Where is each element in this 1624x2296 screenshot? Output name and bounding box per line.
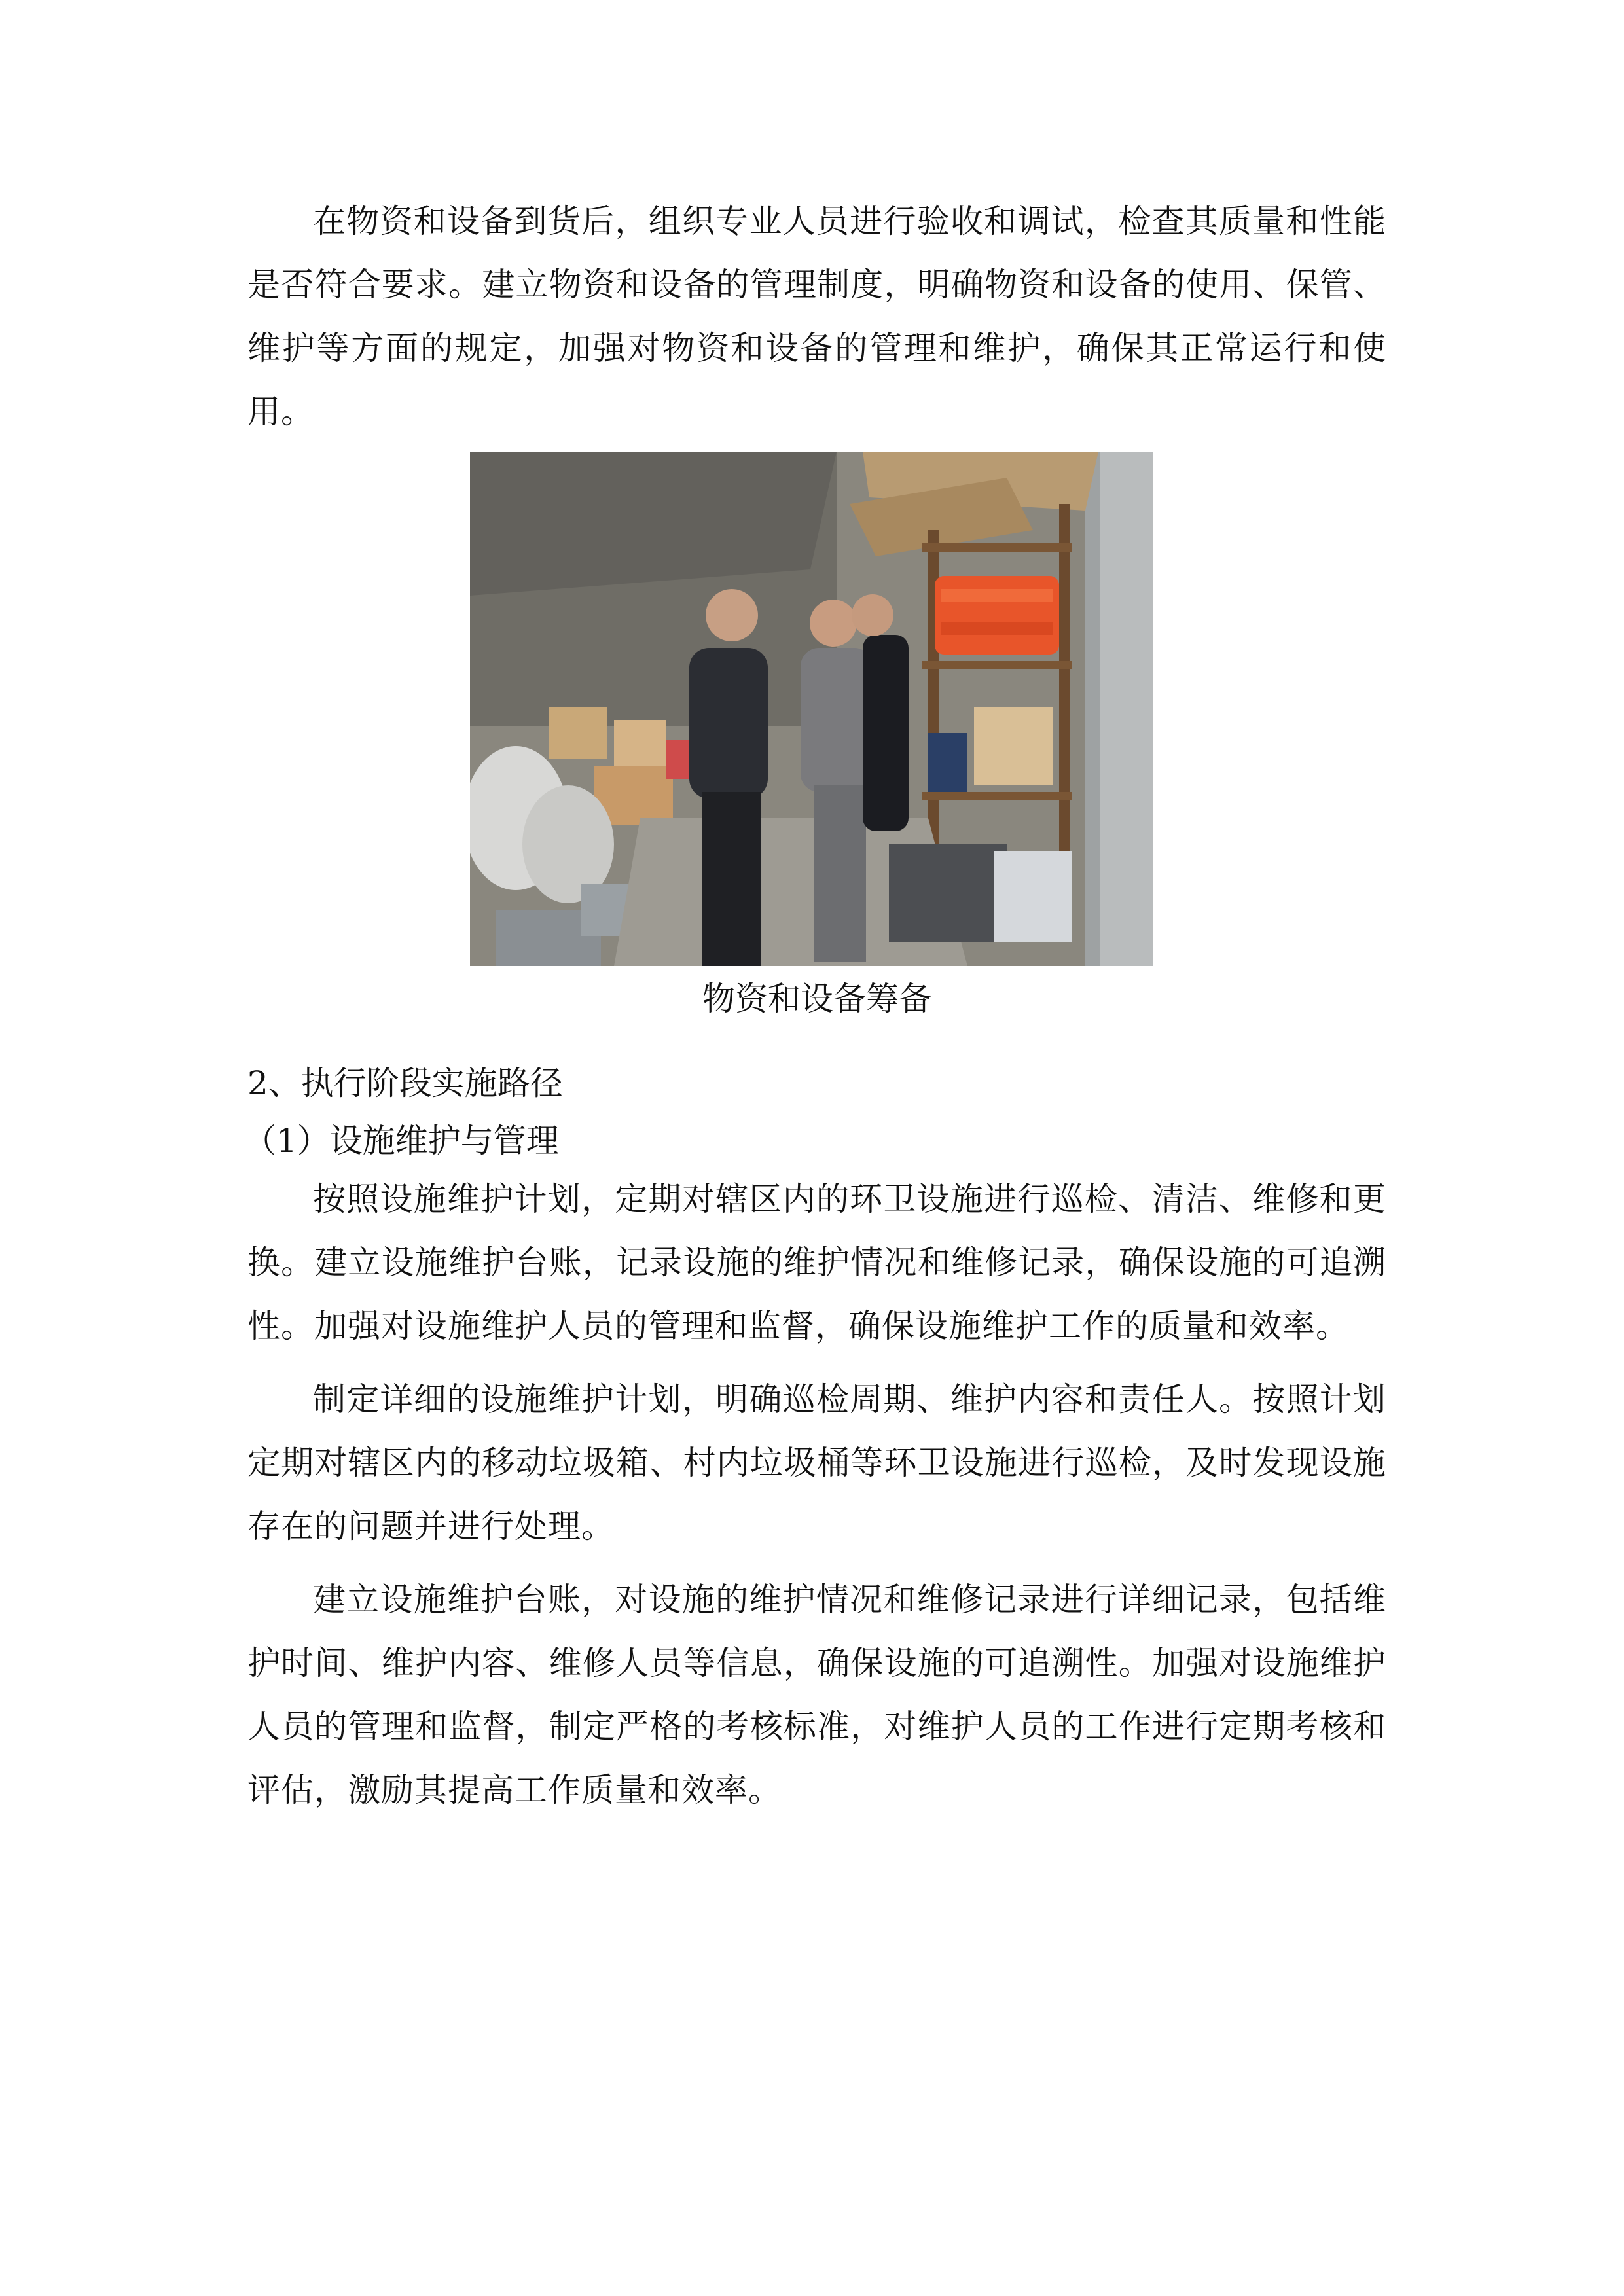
paragraph-maintenance-ledger: 建立设施维护台账，对设施的维护情况和维修记录进行详细记录，包括维护时间、维护内容、维修人员等信息，确保设施的可追溯性。加强对设施维护人员的管理和监督，制定严格的考核标准，对维护人员的工作进行定期考核和评估，激励其提高工作质量和效率。: [247, 1581, 1386, 1809]
photo-illustration: [470, 452, 1153, 966]
photo-materials-storage: [470, 452, 1153, 966]
subsection-heading: （1）设施维护与管理: [244, 1122, 559, 1160]
figure-caption: 物资和设备筹备: [702, 980, 931, 1018]
paragraph-materials-acceptance: 在物资和设备到货后，组织专业人员进行验收和调试，检查其质量和性能是否符合要求。建立物资和设备的管理制度，明确物资和设备的使用、保管、维护等方面的规定，加强对物资和设备的管理和维护，确保其正常运行和使用。: [247, 202, 1386, 431]
paragraph-maintenance-plan: 按照设施维护计划，定期对辖区内的环卫设施进行巡检、清洁、维修和更换。建立设施维护台账，记录设施的维护情况和维修记录，确保设施的可追溯性。加强对设施维护人员的管理和监督，确保设施维护工作的质量和效率。: [247, 1180, 1386, 1345]
paragraph-inspection-schedule: 制定详细的设施维护计划，明确巡检周期、维护内容和责任人。按照计划定期对辖区内的移动垃圾箱、村内垃圾桶等环卫设施进行巡检，及时发现设施存在的问题并进行处理。: [247, 1380, 1386, 1545]
section-heading: 2、执行阶段实施路径: [247, 1064, 563, 1102]
